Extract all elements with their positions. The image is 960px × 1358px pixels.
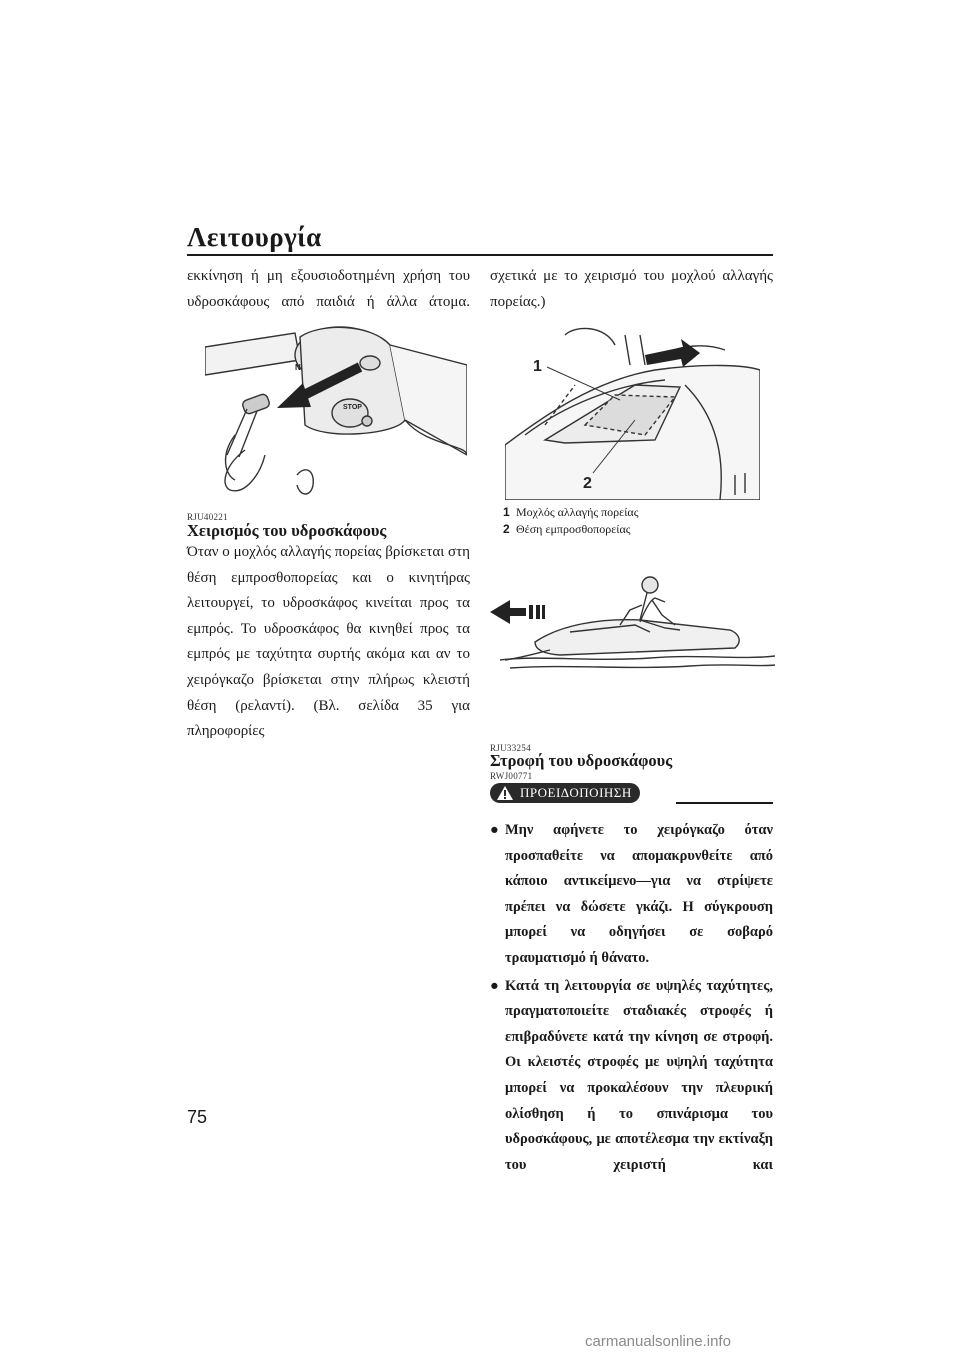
neutral-label: N xyxy=(295,363,301,372)
warning-item xyxy=(490,818,773,972)
watercraft-forward-illustration xyxy=(490,570,775,680)
section-body: Όταν ο μοχλός αλλαγής πορείας βρίσκεται στη θέση εμπροσθοπορείας και ο κινητήρας λειτουργεί, το υδροσκάφος κινείται προς τα εμπρός. Το υδροσκάφος θα κινηθεί προς τα εμπρός με ταχύτητα συρτής ακόμα και αν το χειρόγκαζο βρίσκεται στην πλήρως κλειστή θέση (ρελαντί). (Βλ. σελίδα 35 για πληροφορίες xyxy=(187,544,470,740)
intro-text: εκκίνηση ή μη εξουσιοδοτημένη χρήση του υδροσκάφους από παιδιά ή άλλα άτομα. xyxy=(187,268,470,310)
warning-rule xyxy=(676,802,773,804)
caption-number: 2 xyxy=(503,522,510,536)
callout-1: 1 xyxy=(533,358,542,375)
caption-1 xyxy=(503,503,638,521)
section-code: RJU40221 xyxy=(187,512,228,522)
section-heading: Χειρισμός του υδροσκάφους xyxy=(187,521,387,540)
bullet-icon: ● xyxy=(490,822,499,838)
continued-text: σχετικά με το χειρισμό του μοχλού αλλαγής πορείας.) xyxy=(490,268,773,310)
caption-2 xyxy=(503,520,631,538)
section-heading: Στροφή του υδροσκάφους xyxy=(490,751,673,770)
caption-number: 1 xyxy=(503,505,510,519)
caption-text: Θέση εμπροσθοπορείας xyxy=(516,522,631,536)
caption-text: Μοχλός αλλαγής πορείας xyxy=(516,505,639,519)
warning-triangle-icon xyxy=(496,785,514,801)
watermark: carmanualsonline.info xyxy=(585,1333,731,1350)
warning-item xyxy=(490,974,773,1179)
section-code: RJU33254 xyxy=(490,743,531,753)
callout-2: 2 xyxy=(583,475,592,492)
warning-item-text: Μην αφήνετε το χειρόγκαζο όταν προσπαθείτε να απομακρυνθείτε από κάποιο αντικείμενο—για να στρίψετε πρέπει να δώσετε γκάζι. Η σύγκρουση μπορεί να οδηγήσει σε σοβαρό τραυματισμό ή θάνατο. xyxy=(505,822,773,966)
warning-list xyxy=(490,818,773,1180)
header-rule xyxy=(187,254,773,256)
page-title: Λειτουργία xyxy=(187,222,322,252)
warning-banner xyxy=(490,783,640,803)
warning-code: RWJ00771 xyxy=(490,771,533,781)
handlebar-lanyard-illustration xyxy=(205,325,467,505)
shift-lever-illustration xyxy=(505,325,760,500)
warning-label: ΠΡΟΕΙΔΟΠΟΙΗΣΗ xyxy=(520,785,632,800)
stop-label: STOP xyxy=(343,404,362,411)
page-number: 75 xyxy=(187,1107,208,1127)
bullet-icon: ● xyxy=(490,977,499,994)
warning-item-text: Κατά τη λειτουργία σε υψηλές ταχύτητες, πραγματοποιείτε σταδιακές στροφές ή επιβραδύνετε κατά την κίνηση σε στροφή. Οι κλειστές στροφές με υψηλή ταχύτητα μπορεί να προκαλέσουν την πλευρική ολίσθηση ή το σπινάρισμα του υδροσκάφους, με αποτέλεσμα την εκτίναξη του χειριστή και xyxy=(505,977,773,1173)
